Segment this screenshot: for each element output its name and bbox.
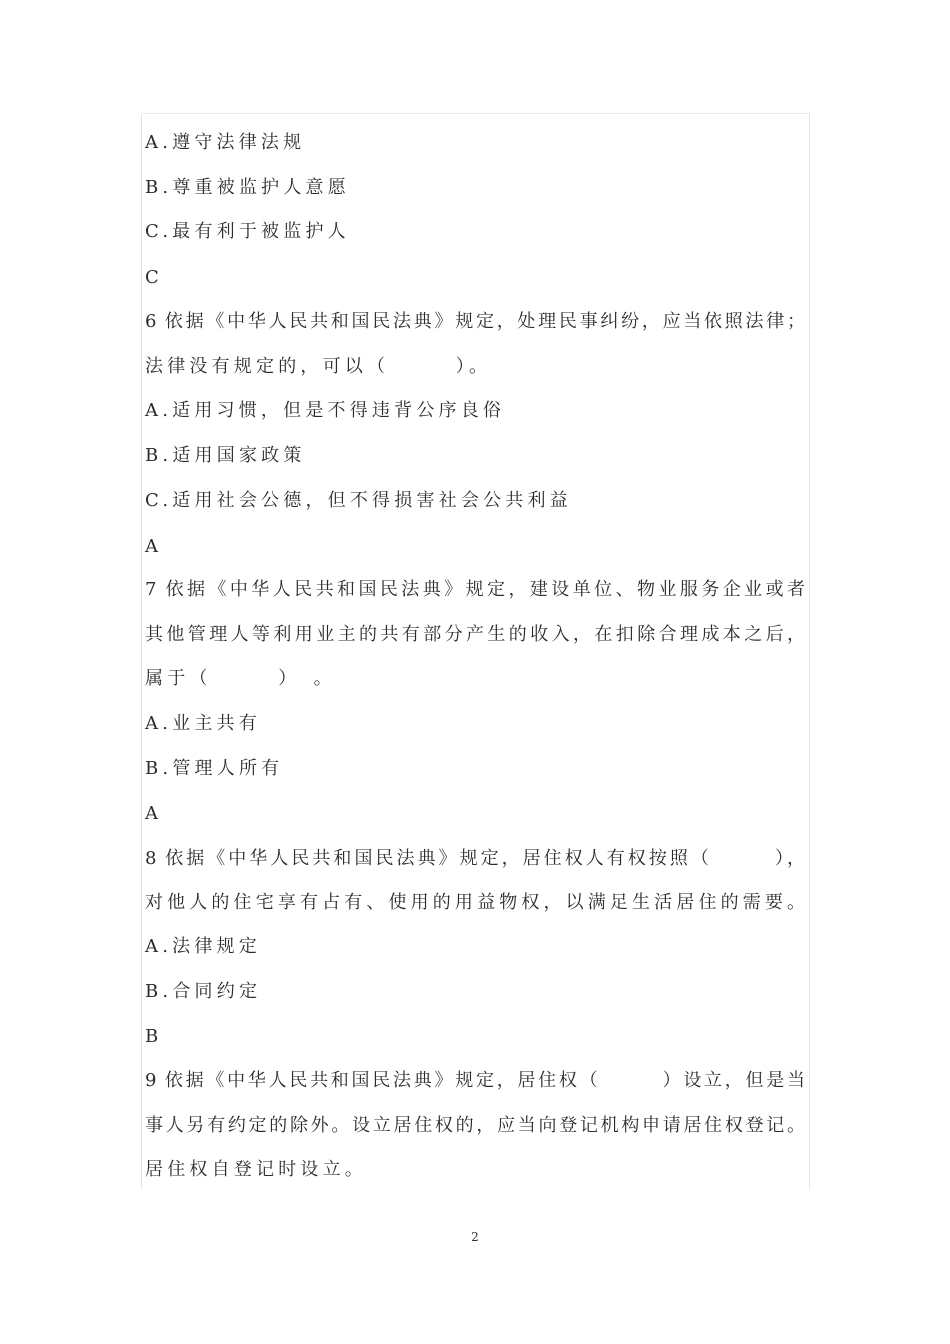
option-line: A.遵守法律法规 [145, 132, 306, 153]
question-line: 6 依据《中华人民共和国民法典》规定，处理民事纠纷，应当依照法律； [145, 311, 805, 332]
option-line: A.适用习惯，但是不得违背公序良俗 [145, 400, 506, 421]
answer-line: A [145, 536, 163, 557]
option-line: B.尊重被监护人意愿 [145, 177, 350, 198]
question-line: 事人另有约定的除外。设立居住权的，应当向登记机构申请居住权登记。 [145, 1115, 805, 1136]
question-line: 法律没有规定的，可以（ ）。 [145, 356, 492, 377]
content-frame [141, 113, 810, 1189]
question-line: 其他管理人等利用业主的共有部分产生的收入，在扣除合理成本之后， [145, 624, 805, 645]
question-line: 7 依据《中华人民共和国民法典》规定，建设单位、物业服务企业或者 [145, 579, 805, 600]
option-line: A.业主共有 [145, 713, 261, 734]
question-line: 8 依据《中华人民共和国民法典》规定，居住权人有权按照（ ）， [145, 848, 805, 869]
option-line: A.法律规定 [145, 936, 261, 957]
option-line: C.最有利于被监护人 [145, 221, 350, 242]
question-line: 9 依据《中华人民共和国民法典》规定，居住权（ ）设立，但是当 [145, 1070, 805, 1091]
option-line: B.合同约定 [145, 981, 262, 1002]
page-number: 2 [471, 1230, 479, 1244]
question-line: 对他人的住宅享有占有、使用的用益物权，以满足生活居住的需要。 [145, 892, 805, 913]
question-line: 属于（ ） 。 [145, 668, 336, 689]
answer-line: B [145, 1026, 163, 1047]
question-line: 居住权自登记时设立。 [145, 1159, 367, 1180]
answer-line: A [145, 803, 163, 824]
answer-line: C [145, 267, 163, 288]
option-line: B.适用国家政策 [145, 445, 306, 466]
option-line: C.适用社会公德，但不得损害社会公共利益 [145, 490, 572, 511]
option-line: B.管理人所有 [145, 758, 284, 779]
